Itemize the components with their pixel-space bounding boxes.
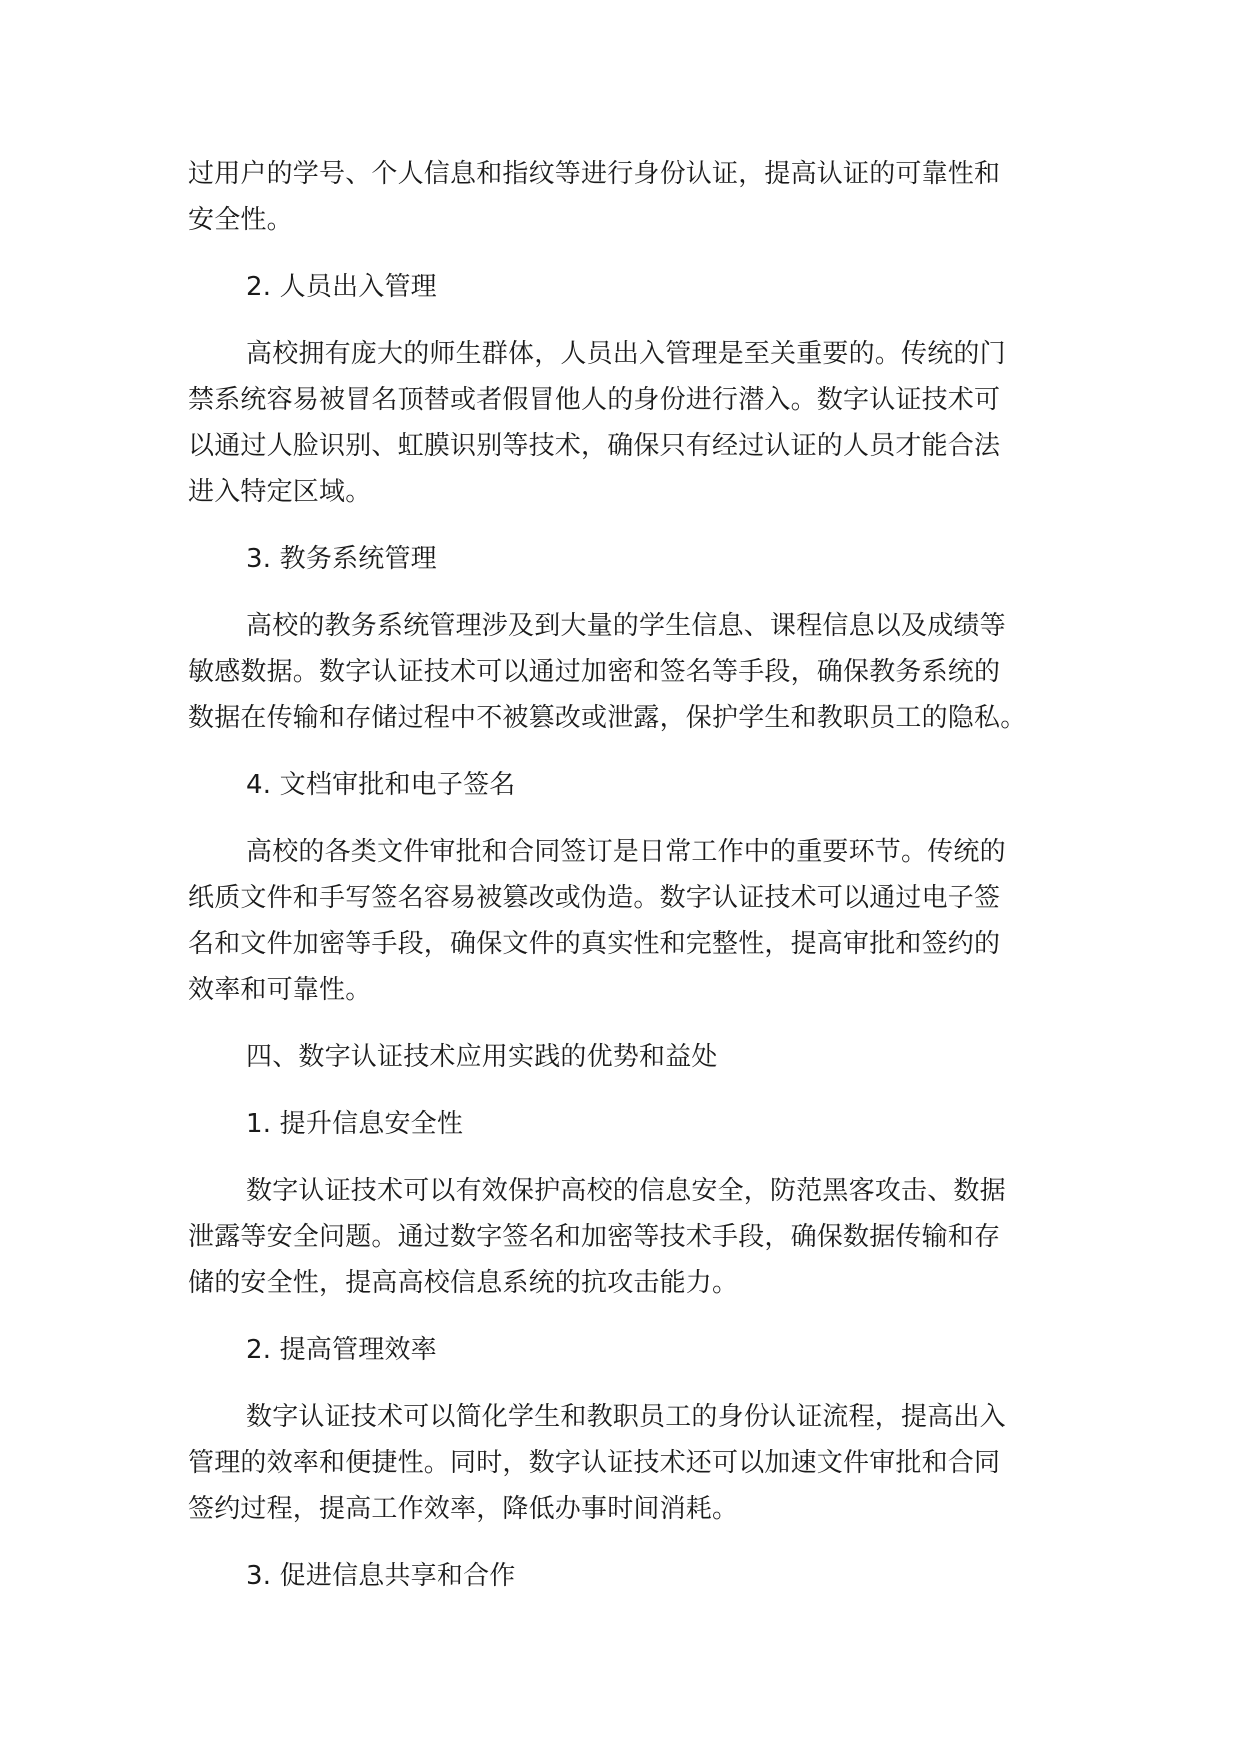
text-line: 数字认证技术可以有效保护高校的信息安全，防范黑客攻击、数据	[246, 1176, 1006, 1206]
text-line: 安全性。	[188, 205, 293, 235]
section-heading: 2. 人员出入管理	[246, 272, 437, 302]
text-line: 高校的各类文件审批和合同签订是日常工作中的重要环节。传统的	[246, 837, 1006, 867]
text-line: 储的安全性，提高高校信息系统的抗攻击能力。	[188, 1268, 739, 1298]
text-line: 进入特定区域。	[188, 477, 372, 507]
text-line: 纸质文件和手写签名容易被篡改或伪造。数字认证技术可以通过电子签	[188, 883, 1001, 913]
section-heading: 4. 文档审批和电子签名	[246, 770, 516, 800]
text-line: 禁系统容易被冒名顶替或者假冒他人的身份进行潜入。数字认证技术可	[188, 385, 1001, 415]
document-page	[188, 151, 1068, 1599]
paragraph	[188, 151, 1068, 243]
text-line: 数字认证技术可以简化学生和教职员工的身份认证流程，提高出入	[246, 1402, 1006, 1432]
paragraph	[188, 331, 1068, 515]
text-line: 泄露等安全问题。通过数字签名和加密等技术手段，确保数据传输和存	[188, 1222, 1001, 1252]
text-line: 过用户的学号、个人信息和指纹等进行身份认证，提高认证的可靠性和	[188, 159, 1001, 189]
text-line: 数据在传输和存储过程中不被篡改或泄露，保护学生和教职员工的隐私。	[188, 703, 1027, 733]
section-heading: 1. 提升信息安全性	[246, 1109, 464, 1139]
paragraph	[188, 603, 1068, 741]
section-heading: 3. 教务系统管理	[246, 544, 437, 574]
section-heading: 3. 促进信息共享和合作	[246, 1561, 516, 1591]
text-line: 敏感数据。数字认证技术可以通过加密和签名等手段，确保教务系统的	[188, 657, 1001, 687]
text-line: 签约过程，提高工作效率，降低办事时间消耗。	[188, 1494, 739, 1524]
paragraph	[188, 1394, 1068, 1532]
text-line: 管理的效率和便捷性。同时，数字认证技术还可以加速文件审批和合同	[188, 1448, 1001, 1478]
text-line: 高校拥有庞大的师生群体，人员出入管理是至关重要的。传统的门	[246, 339, 1006, 369]
text-line: 效率和可靠性。	[188, 975, 372, 1005]
chapter-heading: 四、数字认证技术应用实践的优势和益处	[246, 1042, 718, 1072]
text-line: 高校的教务系统管理涉及到大量的学生信息、课程信息以及成绩等	[246, 611, 1006, 641]
paragraph	[188, 1168, 1068, 1306]
text-line: 名和文件加密等手段，确保文件的真实性和完整性，提高审批和签约的	[188, 929, 1001, 959]
text-line: 以通过人脸识别、虹膜识别等技术，确保只有经过认证的人员才能合法	[188, 431, 1001, 461]
section-heading: 2. 提高管理效率	[246, 1335, 437, 1365]
paragraph	[188, 829, 1068, 1013]
